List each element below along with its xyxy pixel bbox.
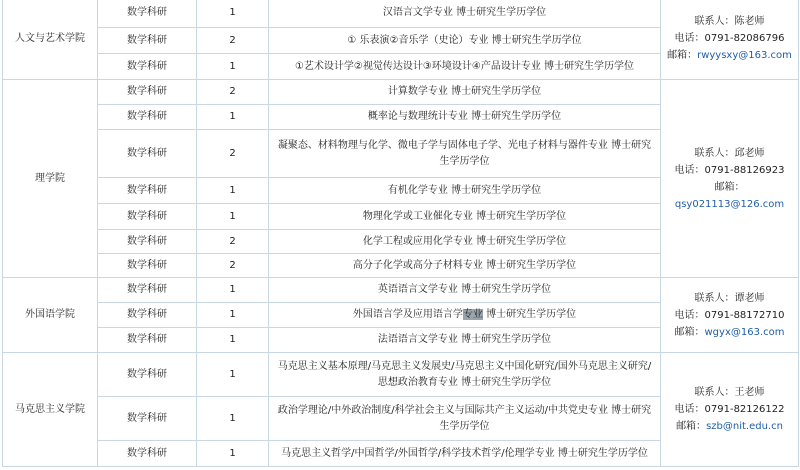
major-cell: 汉语言文学专业 博士研究生学历学位	[269, 0, 661, 28]
count-cell: 1	[197, 204, 269, 230]
contact-email-line	[665, 324, 794, 341]
count-cell: 1	[197, 353, 269, 397]
contact-phone: 电话：0791-82126122	[674, 404, 785, 415]
contact-cell	[661, 353, 799, 467]
major-cell: 凝聚态、材料物理与化学、微电子学与固体电子学、光电子材料与器件专业 博士研究生学历学位	[269, 130, 661, 178]
category-cell: 数学科研	[98, 441, 197, 467]
category-cell: 数学科研	[98, 178, 197, 204]
table-row	[3, 278, 799, 303]
category-cell: 数学科研	[98, 28, 197, 54]
recruitment-table	[2, 0, 799, 467]
major-cell: 化学工程或应用化学专业 博士研究生学历学位	[269, 230, 661, 254]
email-label: 邮箱：	[676, 421, 707, 432]
email-label: 邮箱：	[674, 326, 705, 338]
contact-email-line	[665, 47, 794, 64]
category-cell: 数学科研	[98, 278, 197, 303]
contact-cell	[661, 278, 799, 353]
email-link[interactable]: rwyysxy@163.com	[697, 50, 792, 61]
contact-cell	[661, 80, 799, 278]
major-cell	[269, 303, 661, 328]
contact-name: 联系人：谭老师	[694, 292, 765, 304]
major-text: 博士研究生学历学位	[482, 309, 577, 320]
count-cell: 1	[197, 397, 269, 441]
category-cell: 数学科研	[98, 254, 197, 278]
category-cell: 数学科研	[98, 353, 197, 397]
contact-name: 联系人：邱老师	[694, 147, 765, 159]
count-cell: 1	[197, 54, 269, 80]
count-cell: 1	[197, 0, 269, 28]
category-cell: 数学科研	[98, 0, 197, 28]
count-cell: 1	[197, 303, 269, 328]
email-link[interactable]: wgyx@163.com	[704, 326, 785, 338]
category-cell: 数学科研	[98, 80, 197, 105]
email-label: 邮箱：	[667, 50, 698, 61]
contact-phone: 电话：0791-88126923	[674, 164, 785, 176]
contact-email-line	[665, 418, 794, 435]
major-cell: 概率论与数理统计专业 博士研究生学历学位	[269, 105, 661, 130]
major-cell: 英语语言文学专业 博士研究生学历学位	[269, 278, 661, 303]
count-cell: 1	[197, 328, 269, 353]
count-cell: 1	[197, 441, 269, 467]
count-cell: 2	[197, 254, 269, 278]
count-cell: 1	[197, 278, 269, 303]
table-row	[3, 80, 799, 105]
major-text: 外国语言学及应用语言学	[352, 309, 463, 320]
count-cell: 2	[197, 130, 269, 178]
email-link[interactable]: szb@nit.edu.cn	[706, 421, 783, 432]
major-cell: ① 乐表演②音乐学（史论）专业 博士研究生学历学位	[269, 28, 661, 54]
category-cell: 数学科研	[98, 105, 197, 130]
major-cell: 马克思主义基本原理/马克思主义发展史/马克思主义中国化研究/国外马克思主义研究/思想政治教育专业 博士研究生学历学位	[269, 353, 661, 397]
count-cell: 2	[197, 28, 269, 54]
major-cell: 高分子化学或高分子材料专业 博士研究生学历学位	[269, 254, 661, 278]
major-cell: ①艺术设计学②视觉传达设计③环境设计④产品设计专业 博士研究生学历学位	[269, 54, 661, 80]
contact-phone: 电话：0791-82086796	[674, 33, 785, 44]
count-cell: 1	[197, 178, 269, 204]
major-cell: 有机化学专业 博士研究生学历学位	[269, 178, 661, 204]
category-cell: 数学科研	[98, 130, 197, 178]
contact-cell	[661, 0, 799, 80]
email-link[interactable]: qsy021113@126.com	[674, 198, 785, 210]
category-cell: 数学科研	[98, 204, 197, 230]
major-cell: 法语语言文学专业 博士研究生学历学位	[269, 328, 661, 353]
dept-cell: 外国语学院	[3, 278, 98, 353]
category-cell: 数学科研	[98, 328, 197, 353]
count-cell: 2	[197, 80, 269, 105]
highlighted-text: 专业	[462, 309, 483, 320]
table-row	[3, 353, 799, 397]
category-cell: 数学科研	[98, 54, 197, 80]
major-cell: 物理化学或工业催化专业 博士研究生学历学位	[269, 204, 661, 230]
dept-cell: 马克思主义学院	[3, 353, 98, 467]
contact-phone: 电话：0791-88172710	[674, 309, 785, 321]
dept-cell: 人文与艺术学院	[3, 0, 98, 80]
contact-name: 联系人：王老师	[694, 387, 765, 398]
category-cell: 数学科研	[98, 303, 197, 328]
major-cell: 政治学理论/中外政治制度/科学社会主义与国际共产主义运动/中共党史专业 博士研究生学历学位	[269, 397, 661, 441]
major-cell: 马克思主义哲学/中国哲学/外国哲学/科学技术哲学/伦理学专业 博士研究生学历学位	[269, 441, 661, 467]
major-cell: 计算数学专业 博士研究生学历学位	[269, 80, 661, 105]
count-cell: 1	[197, 105, 269, 130]
email-label: 邮箱：	[714, 181, 745, 193]
category-cell: 数学科研	[98, 397, 197, 441]
count-cell: 2	[197, 230, 269, 254]
contact-name: 联系人：陈老师	[694, 16, 765, 27]
category-cell: 数学科研	[98, 230, 197, 254]
table-row	[3, 0, 799, 28]
dept-cell: 理学院	[3, 80, 98, 278]
